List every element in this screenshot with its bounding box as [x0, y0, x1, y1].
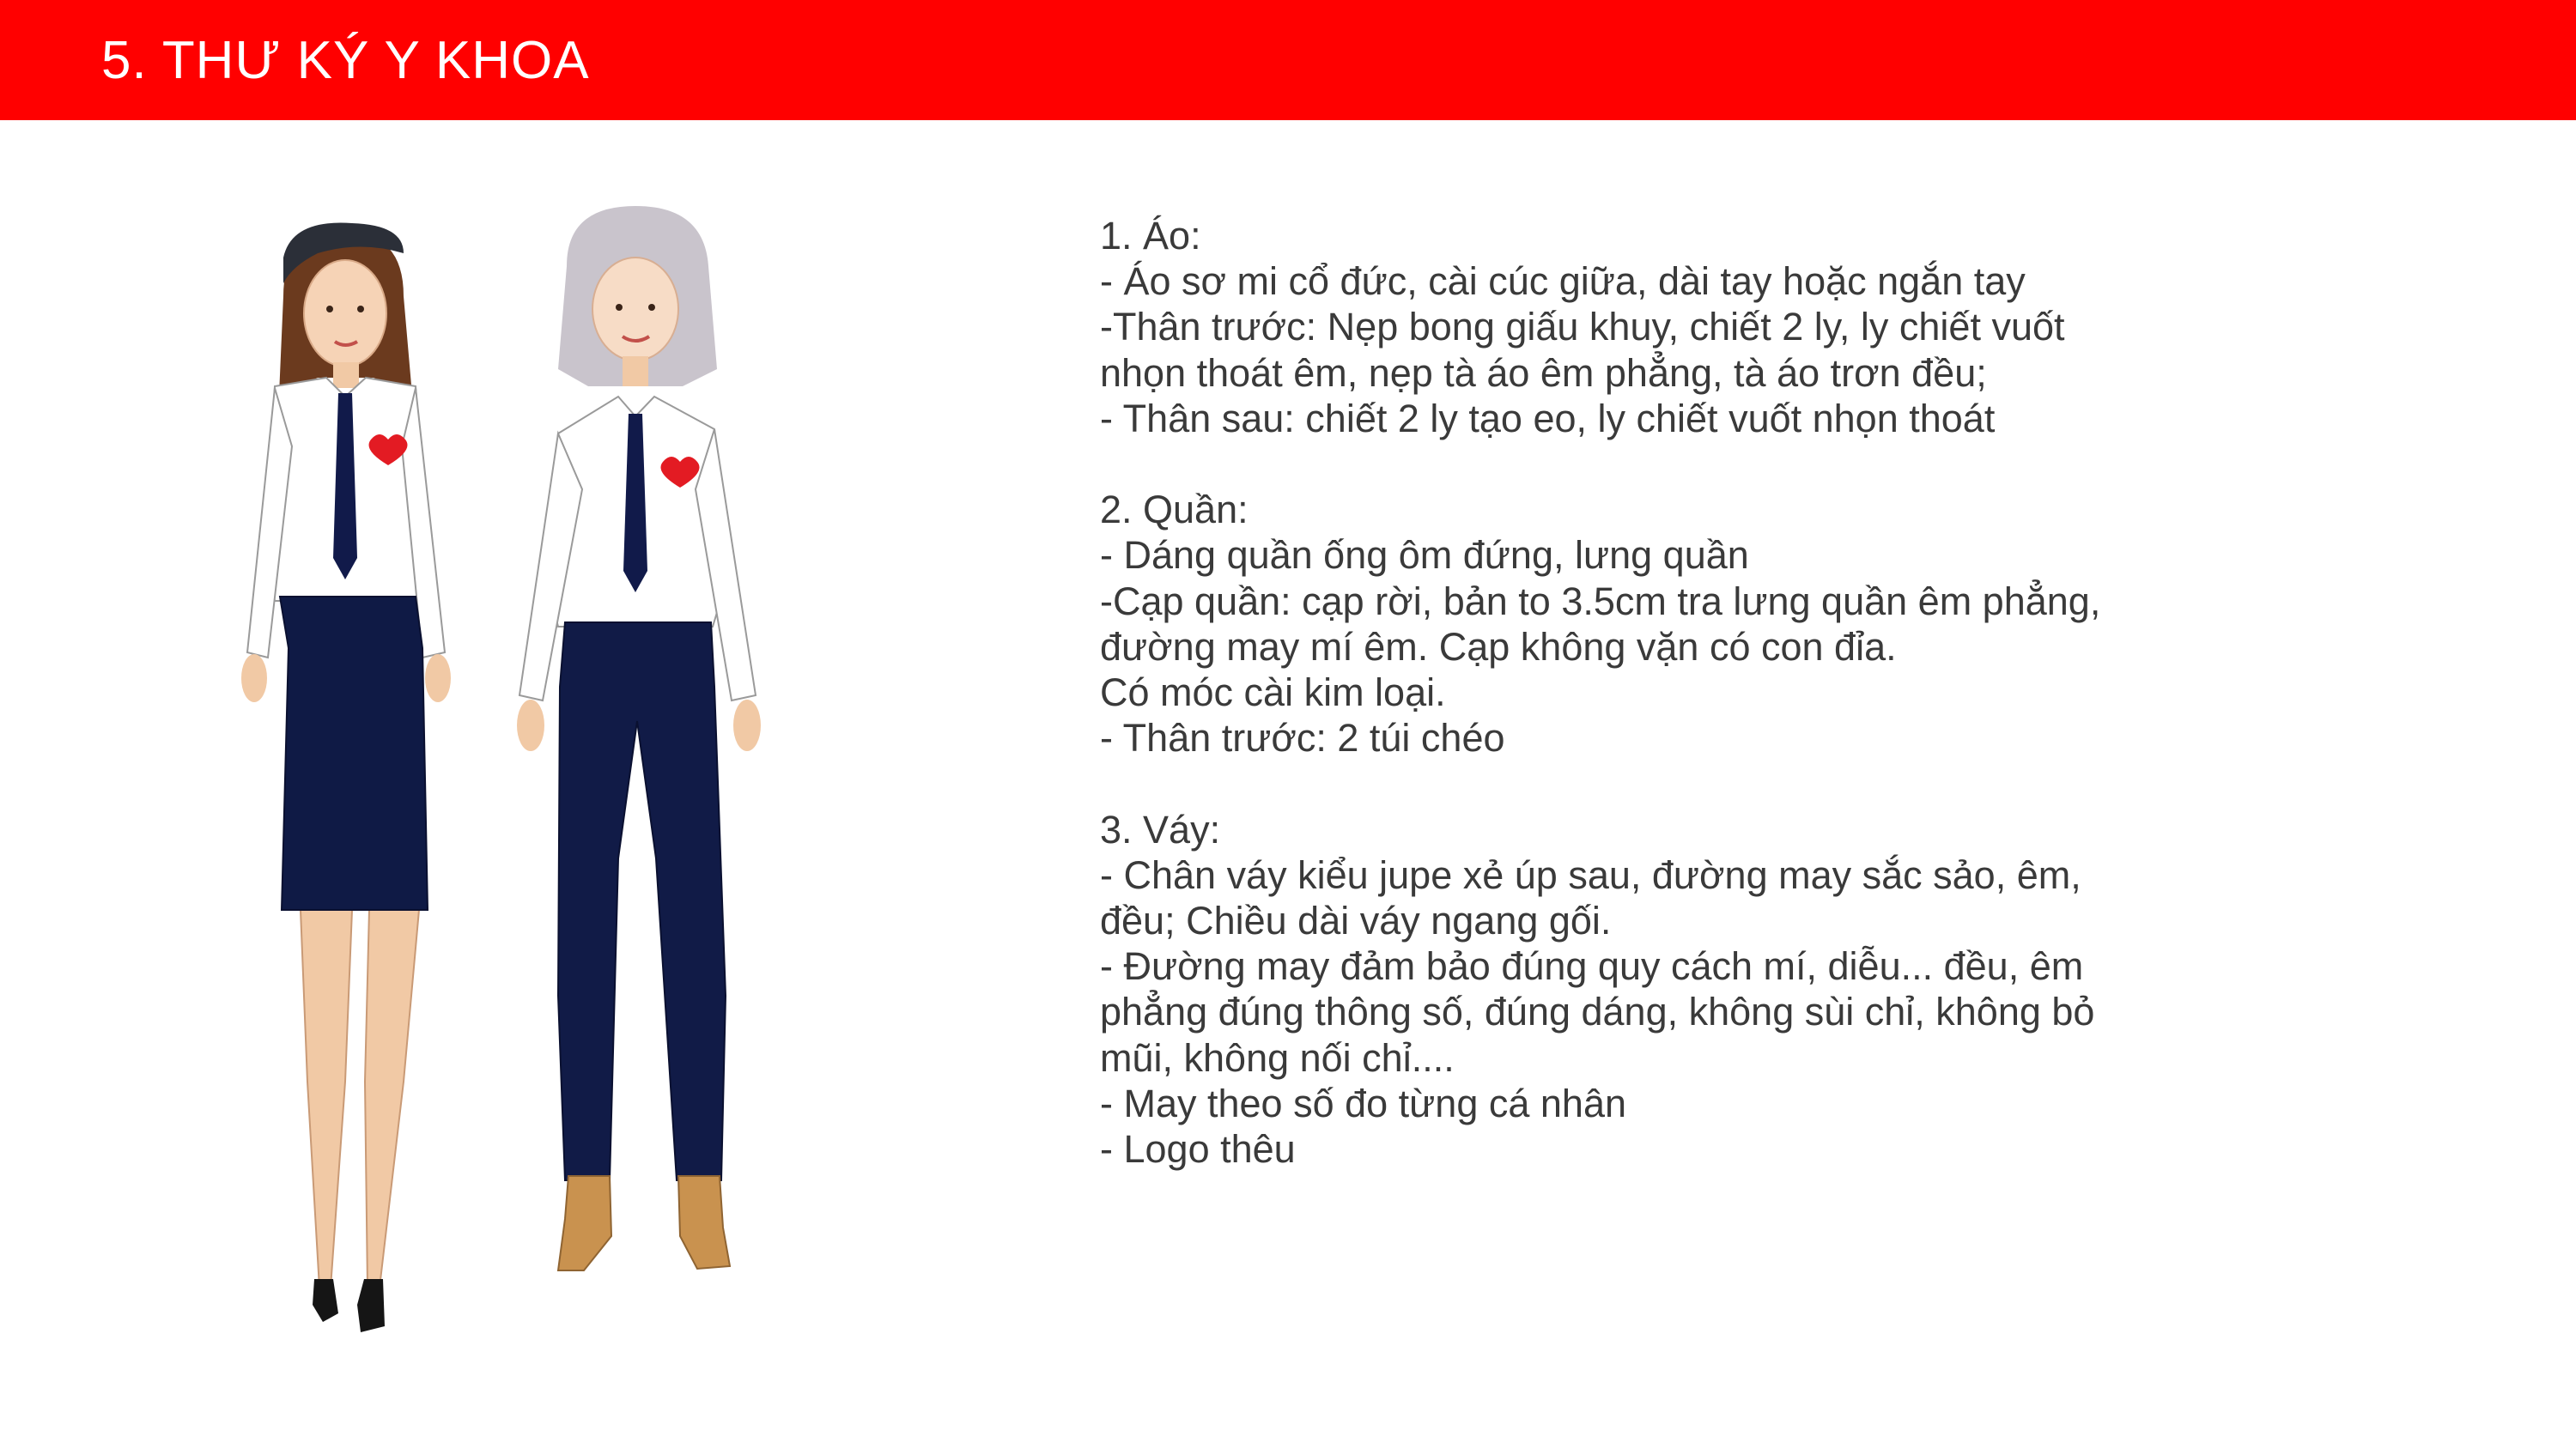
figure-skirt-shoes [313, 1279, 385, 1332]
section-ao [1100, 213, 2105, 441]
uniform-illustration [155, 172, 841, 1356]
spec-line: - Dáng quần ống ôm đứng, lưng quần [1100, 533, 1749, 578]
page-title: 5. THƯ KÝ Y KHOA [101, 31, 590, 90]
spec-line: -Thân trước: Nẹp bong giấu khuy, chiết 2 ly, ly chiết vuốt nhọn thoát êm, nẹp tà áo êm phẳng, tà áo trơn đều; [1100, 305, 2065, 395]
section-heading: 2. Quần: [1100, 488, 1249, 532]
spec-line: - Áo sơ mi cổ đức, cài cúc giữa, dài tay hoặc ngắn tay [1100, 259, 2026, 304]
figure-skirt-legs [301, 910, 419, 1288]
section-quan [1100, 487, 2105, 761]
spec-line: - Thân sau: chiết 2 ly tạo eo, ly chiết vuốt nhọn thoát [1100, 396, 1996, 440]
spec-line: - Chân váy kiểu jupe xẻ úp sau, đường may sắc sảo, êm, đều; Chiều dài váy ngang gối. [1100, 852, 2081, 943]
figure-trousers-face [592, 258, 678, 361]
spec-line: - May theo số đo từng cá nhân [1100, 1081, 1626, 1125]
figure-skirt-skirt [280, 597, 428, 910]
spec-line: - Đường may đảm bảo đúng quy cách mí, diễu... đều, êm phẳng đúng thông số, đúng dáng, không sùi chỉ, không bỏ mũi, không nối chỉ.... [1100, 944, 2095, 1080]
spec-line: - Thân trước: 2 túi chéo [1100, 716, 1505, 761]
spec-line: -Cạp quần: cạp rời, bản to 3.5cm tra lưng quần êm phẳng, đường may mí êm. Cạp không vặn có con đỉa. [1100, 579, 2101, 669]
section-vay [1100, 807, 2105, 1173]
spec-line: Có móc cài kim loại. [1100, 670, 1446, 715]
figure-skirt-face [304, 260, 386, 367]
spec-line: - Logo thêu [1100, 1127, 1296, 1172]
figure-trousers [517, 206, 761, 1270]
figure-skirt [241, 223, 451, 1333]
title-banner [0, 0, 2576, 120]
figure-trousers-trousers [558, 622, 726, 1180]
section-heading: 1. Áo: [1100, 214, 1201, 258]
figure-trousers-boots [558, 1176, 730, 1270]
uniform-specification [1100, 213, 2105, 1172]
section-heading: 3. Váy: [1100, 807, 1221, 852]
